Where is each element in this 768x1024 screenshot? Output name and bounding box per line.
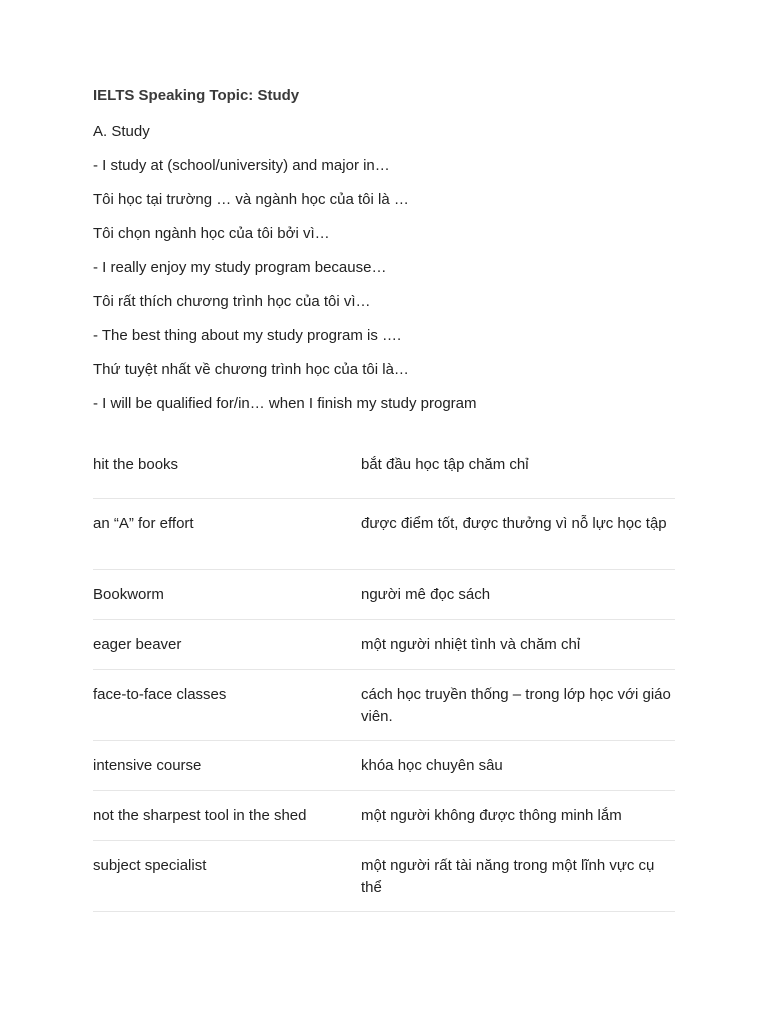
text-line: - I will be qualified for/in… when I finish my study program [93,395,477,412]
vocab-term: face-to-face classes [93,686,227,703]
vocab-term: intensive course [93,757,202,774]
table-row [93,841,675,912]
table-row [93,499,675,570]
vocab-meaning: một người rất tài năng trong một lĩnh vực cụ thể [361,857,655,896]
text-line: Thứ tuyệt nhất về chương trình học của tôi là… [93,361,409,378]
text-line: - I study at (school/university) and major in… [93,157,390,174]
vocab-term: subject specialist [93,857,207,874]
vocab-meaning: được điểm tốt, được thưởng vì nỗ lực học tập [361,515,667,532]
text-line: - I really enjoy my study program because… [93,259,387,276]
vocab-meaning: một người không được thông minh lắm [361,807,622,824]
document-title: IELTS Speaking Topic: Study [93,87,300,104]
table-row [93,440,675,499]
vocab-meaning: khóa học chuyên sâu [361,757,503,774]
vocab-meaning: một người nhiệt tình và chăm chỉ [361,636,581,653]
text-line: Tôi học tại trường … và ngành học của tôi là … [93,191,409,208]
vocab-meaning: người mê đọc sách [361,586,491,603]
table-row [93,741,675,791]
table-row [93,670,675,741]
vocab-term: eager beaver [93,636,182,653]
vocab-term: not the sharpest tool in the shed [93,807,307,824]
text-line: Tôi rất thích chương trình học của tôi vì… [93,293,371,310]
vocab-meaning: cách học truyền thống – trong lớp học với giáo viên. [361,686,671,725]
section-heading: A. Study [93,123,150,140]
text-line: - The best thing about my study program is …. [93,327,402,344]
vocabulary-table [93,440,675,912]
table-row [93,570,675,620]
text-line: Tôi chọn ngành học của tôi bởi vì… [93,225,330,242]
table-row [93,620,675,670]
vocab-term: hit the books [93,456,179,473]
vocab-meaning: bắt đầu học tập chăm chỉ [361,456,529,473]
vocab-term: Bookworm [93,586,164,603]
table-row [93,791,675,841]
vocab-term: an “A” for effort [93,515,194,532]
